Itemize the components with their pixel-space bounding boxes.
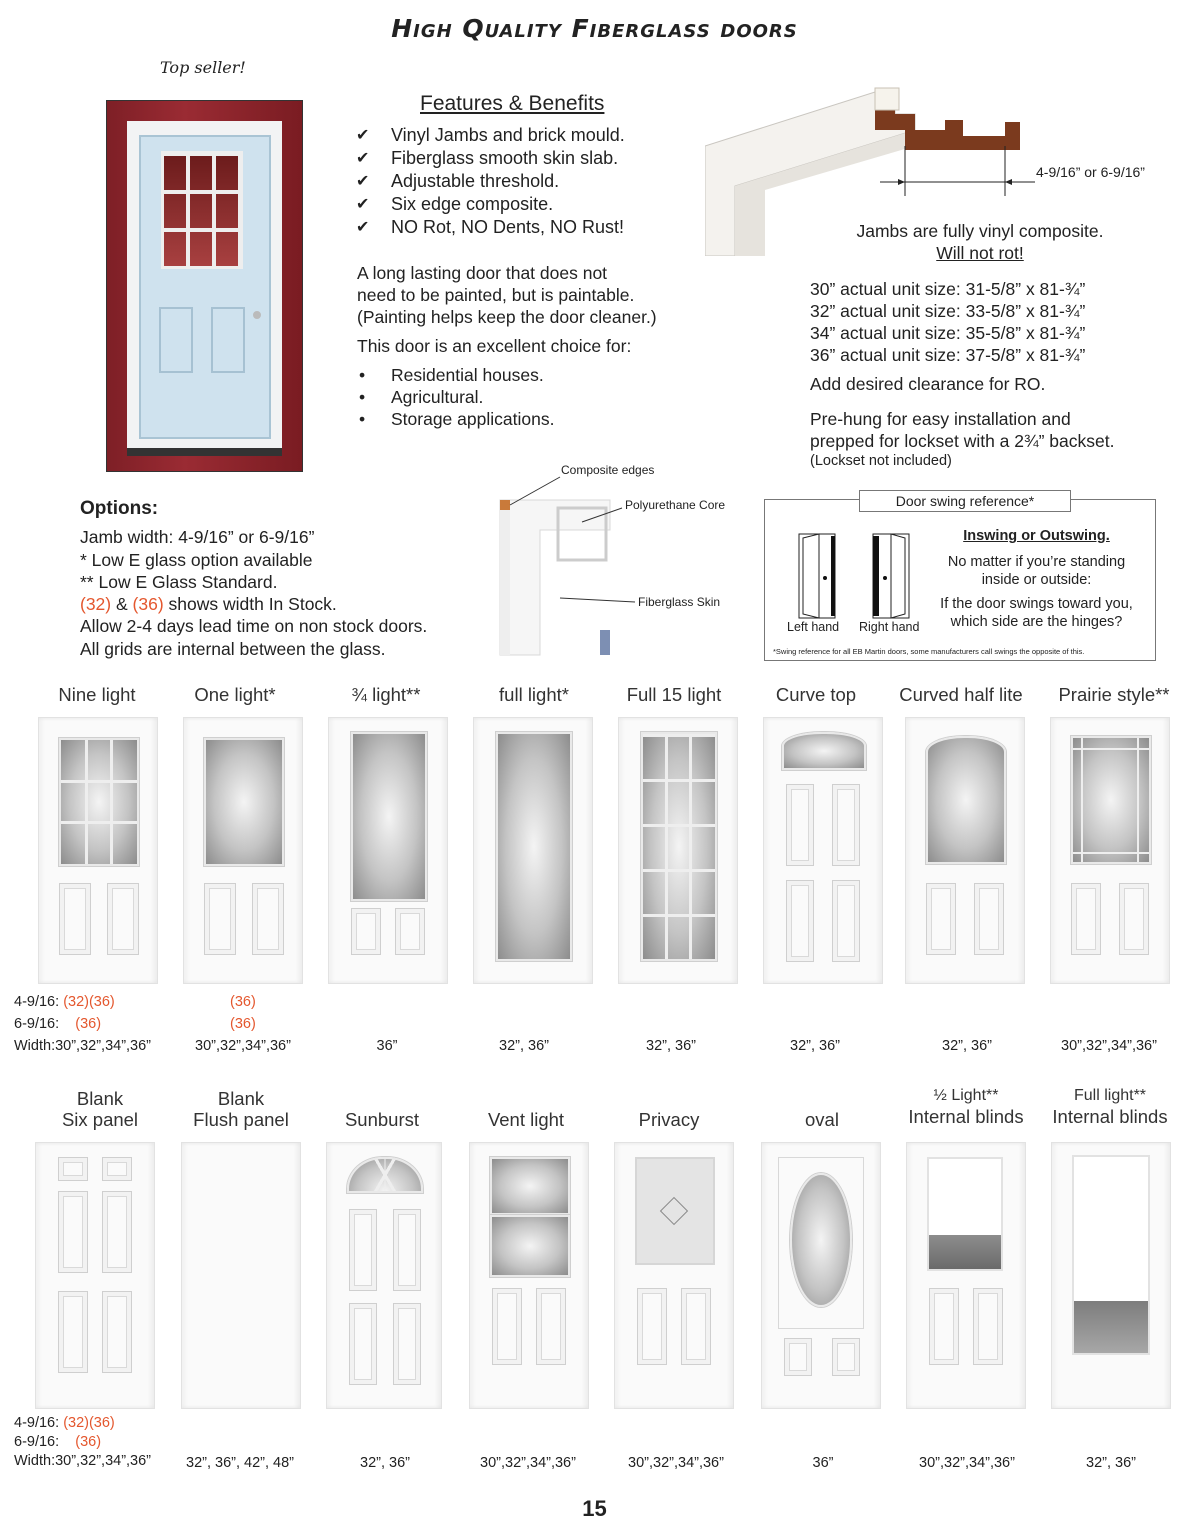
door-panel: [211, 307, 245, 373]
door-caption: Nine light: [58, 684, 136, 705]
jamb-6916-label: 6-9/16:: [14, 1434, 60, 1450]
glass-insert: [490, 1157, 570, 1215]
swing-title: Door swing reference*: [859, 490, 1071, 512]
door-caption: [1040, 1085, 1180, 1127]
left-hand-label: Left hand: [787, 620, 840, 634]
caption-line: Flush panel: [193, 1109, 289, 1130]
top-seller-label: Top seller!: [160, 58, 246, 77]
feature-item: ✔ NO Rot, NO Dents, NO Rust!: [356, 216, 625, 239]
stock-36: (36): [132, 594, 164, 615]
stock-line: [80, 593, 427, 615]
door-panel: [786, 784, 814, 866]
door-panel: [59, 883, 91, 955]
door-panel: [351, 908, 381, 955]
features-heading: Features & Benefits: [420, 92, 605, 115]
door-panel: [784, 1338, 812, 1376]
swing-text-1: No matter if you’re standing inside or outside:: [947, 554, 1126, 588]
caption-line: Blank: [217, 1088, 265, 1109]
prehung-line: Pre-hung for easy installation and: [810, 409, 1071, 429]
door-frame: [127, 121, 282, 456]
glass-insert: [782, 732, 866, 770]
jamb-description: [810, 220, 1150, 264]
door-panel: [832, 880, 860, 962]
door-threshold: [127, 448, 282, 456]
door-caption: oval: [805, 1109, 839, 1130]
caption-line: ½ Light**: [933, 1087, 999, 1104]
page-title: High Quality Fiberglass doors: [391, 14, 798, 43]
option-line: Jamb width: 4-9/16” or 6-9/16”: [80, 527, 315, 548]
label-polyurethane-core: Polyurethane Core: [625, 498, 726, 512]
door-three-quarter-light: [328, 717, 448, 984]
door-half-light-blinds: [906, 1142, 1026, 1409]
glass-insert: [204, 738, 284, 866]
door-panel: [832, 784, 860, 866]
door-panel: [204, 883, 236, 955]
door-panel: [637, 1288, 667, 1365]
unit-size-line: 34” actual unit size: 35-5/8” x 81-¾”: [810, 323, 1086, 343]
uses-intro: This door is an excellent choice for:: [357, 336, 632, 356]
privacy-glass: [635, 1157, 715, 1265]
door-caption: Prairie style**: [1058, 684, 1170, 705]
jamb-4916-label: 4-9/16:: [14, 994, 60, 1010]
door-widths: 30”,32”,34”,36”: [628, 1455, 724, 1471]
feature-item: ✔ Fiberglass smooth skin slab.: [356, 147, 625, 170]
row1-spec-labels: [14, 991, 151, 1057]
description-line: (Painting helps keep the door cleaner.): [357, 307, 657, 327]
door-knob: [253, 311, 261, 319]
glass-insert: [59, 738, 139, 866]
jamb-dimension-label: 4-9/16” or 6-9/16”: [1036, 164, 1145, 180]
door-caption: One light*: [194, 684, 276, 705]
door-caption: [896, 1085, 1036, 1127]
use-item: • Agricultural.: [357, 386, 657, 408]
door-widths: 30”,32”,34”,36”: [195, 1038, 291, 1054]
options-block: [80, 497, 427, 660]
feature-item: ✔ Six edge composite.: [356, 193, 625, 216]
prehung-line: prepped for lockset with a 2¾” backset.: [810, 431, 1115, 451]
door-caption: Full 15 light: [626, 684, 722, 705]
stock-4916: (32)(36): [63, 994, 115, 1010]
unit-size-line: 36” actual unit size: 37-5/8” x 81-¾”: [810, 345, 1086, 365]
door-panel: [58, 1157, 88, 1181]
door-widths: 30”,32”,34”,36”: [1061, 1038, 1157, 1054]
door-panel: [107, 883, 139, 955]
door-widths: 32”, 36”, 42”, 48”: [186, 1455, 294, 1471]
door-panel: [973, 1288, 1003, 1365]
blinds-shade: [929, 1235, 1001, 1269]
door-core-cutaway: [470, 460, 730, 665]
door-panel: [58, 1291, 88, 1373]
door-oval: [761, 1142, 881, 1409]
door-panel: [395, 908, 425, 955]
option-line: Allow 2-4 days lead time on non stock doors.: [80, 616, 428, 637]
caption-line: Six panel: [61, 1109, 139, 1130]
door-caption: Privacy: [638, 1109, 700, 1130]
door-panel: [492, 1288, 522, 1365]
door-caption: Sunburst: [344, 1109, 420, 1130]
sunburst-glass: [347, 1157, 423, 1193]
right-hand-door-icon: [869, 532, 914, 620]
door-panel: [349, 1209, 377, 1291]
door-slab: [139, 135, 271, 439]
jamb-line: Jambs are fully vinyl composite.: [856, 221, 1104, 241]
oval-glass: [790, 1173, 852, 1307]
stock-6916: (36): [75, 1016, 102, 1032]
description-line: A long lasting door that does not: [357, 263, 608, 283]
page-number: 15: [582, 1496, 607, 1521]
door-widths: 32”, 36”: [1086, 1455, 1136, 1471]
unit-size-line: 32” actual unit size: 33-5/8” x 81-¾”: [810, 301, 1086, 321]
description-paragraph: [357, 262, 657, 430]
door-blank-six-panel: [35, 1142, 155, 1409]
door-panel: [102, 1291, 132, 1373]
door-panel: [393, 1303, 421, 1385]
door-nine-light: [38, 717, 158, 984]
caption-line: Full light**: [1073, 1087, 1147, 1104]
door-widths: 36”: [376, 1038, 398, 1054]
swing-heading: Inswing or Outswing.: [963, 528, 1110, 544]
door-panel: [159, 307, 193, 373]
door-panel: [1071, 883, 1101, 955]
door-widths: 32”, 36”: [646, 1038, 696, 1054]
door-prairie-style: [1050, 717, 1170, 984]
jamb-4916-label: 4-9/16:: [14, 1415, 60, 1431]
door-panel: [536, 1288, 566, 1365]
door-panel: [786, 880, 814, 962]
door-panel: [1119, 883, 1149, 955]
door-panel: [252, 883, 284, 955]
door-full-15-light: [618, 717, 738, 984]
door-widths: 32”, 36”: [499, 1038, 549, 1054]
door-panel: [349, 1303, 377, 1385]
glass-insert: [490, 1215, 570, 1277]
use-item: • Storage applications.: [357, 408, 657, 430]
glass-insert: [1071, 736, 1151, 864]
swing-note: *Swing reference for all EB Martin doors, some manufacturers call swings the opposite of this.: [773, 647, 1085, 656]
options-heading: Options:: [80, 498, 159, 519]
door-one-light: [183, 717, 303, 984]
stock-4916: (36): [230, 994, 256, 1010]
clearance-note: Add desired clearance for RO.: [810, 374, 1046, 394]
caption-line: Internal blinds: [1052, 1106, 1168, 1127]
door-full-light-blinds: [1051, 1142, 1171, 1409]
door-caption: full light*: [499, 684, 569, 705]
description-line: need to be painted, but is paintable.: [357, 285, 635, 305]
diamond-icon: [660, 1197, 688, 1225]
lockset-note: (Lockset not included): [810, 453, 952, 469]
feature-item: ✔ Adjustable threshold.: [356, 170, 625, 193]
door-panel: [929, 1288, 959, 1365]
features-list: [356, 124, 625, 239]
caption-line: Blank: [76, 1088, 124, 1109]
door-blank-flush-panel: [181, 1142, 301, 1409]
stock-amp: &: [111, 594, 133, 615]
door-panel: [393, 1209, 421, 1291]
door-caption: [40, 1088, 160, 1130]
door-panel: [102, 1191, 132, 1273]
blinds-shade: [1074, 1301, 1148, 1353]
door-curve-top: [763, 717, 883, 984]
door-photo: [106, 100, 303, 472]
door-swing-reference: [764, 493, 1156, 661]
swing-text-2: If the door swings toward you, which side are the hinges?: [940, 596, 1133, 630]
right-hand-label: Right hand: [859, 620, 920, 634]
unit-sizes: [810, 278, 1114, 470]
door-full-light: [473, 717, 593, 984]
door-widths: 32”, 36”: [790, 1038, 840, 1054]
door-sunburst: [326, 1142, 442, 1409]
feature-item: ✔ Vinyl Jambs and brick mould.: [356, 124, 625, 147]
option-line: * Low E glass option available: [80, 549, 313, 570]
door-panel: [58, 1191, 88, 1273]
label-fiberglass-skin: Fiberglass Skin: [638, 595, 721, 609]
door-panel: [974, 883, 1004, 955]
glass-insert: [641, 732, 717, 961]
width-label: Width:30”,32”,34”,36”: [14, 1038, 152, 1054]
jamb-rot-line: Will not rot!: [936, 243, 1024, 263]
use-item: • Residential houses.: [357, 364, 657, 386]
door-caption: [176, 1088, 306, 1130]
stock-6916: (36): [75, 1434, 102, 1450]
option-line: All grids are internal between the glass.: [80, 638, 386, 659]
uses-list: [357, 364, 657, 430]
caption-line: Internal blinds: [908, 1106, 1024, 1127]
left-hand-door-icon: [795, 532, 840, 620]
jamb-6916-label: 6-9/16:: [14, 1016, 60, 1032]
stock-4916: (32)(36): [63, 1415, 115, 1431]
stock-text: shows width In Stock.: [163, 594, 337, 615]
row2-spec-labels: [14, 1414, 151, 1471]
door-caption: Curved half lite: [899, 684, 1023, 705]
label-composite-edges: Composite edges: [561, 463, 655, 477]
door-panel: [102, 1157, 132, 1181]
door-widths: 36”: [812, 1455, 834, 1471]
door-widths: 32”, 36”: [942, 1038, 992, 1054]
option-line: ** Low E Glass Standard.: [80, 571, 278, 592]
door-panel: [681, 1288, 711, 1365]
door-caption: Vent light: [487, 1109, 565, 1130]
stock-6916: (36): [230, 1016, 256, 1032]
door-vent-light: [469, 1142, 589, 1409]
glass-insert: [351, 732, 427, 901]
door-privacy: [614, 1142, 734, 1409]
glass-insert: [496, 732, 572, 961]
door-curved-half-lite: [905, 717, 1025, 984]
door-panel: [926, 883, 956, 955]
unit-size-line: 30” actual unit size: 31-5/8” x 81-¾”: [810, 279, 1086, 299]
door-caption: Curve top: [775, 684, 857, 705]
nine-light-glass: [161, 151, 243, 269]
door-caption: ¾ light**: [351, 684, 421, 705]
door-panel: [832, 1338, 860, 1376]
width-label: Width:30”,32”,34”,36”: [14, 1453, 152, 1469]
stock-32: (32): [80, 594, 112, 615]
glass-insert: [926, 736, 1006, 864]
door-widths: 30”,32”,34”,36”: [480, 1455, 576, 1471]
door-widths: 30”,32”,34”,36”: [919, 1455, 1015, 1471]
door-widths: 32”, 36”: [360, 1455, 410, 1471]
